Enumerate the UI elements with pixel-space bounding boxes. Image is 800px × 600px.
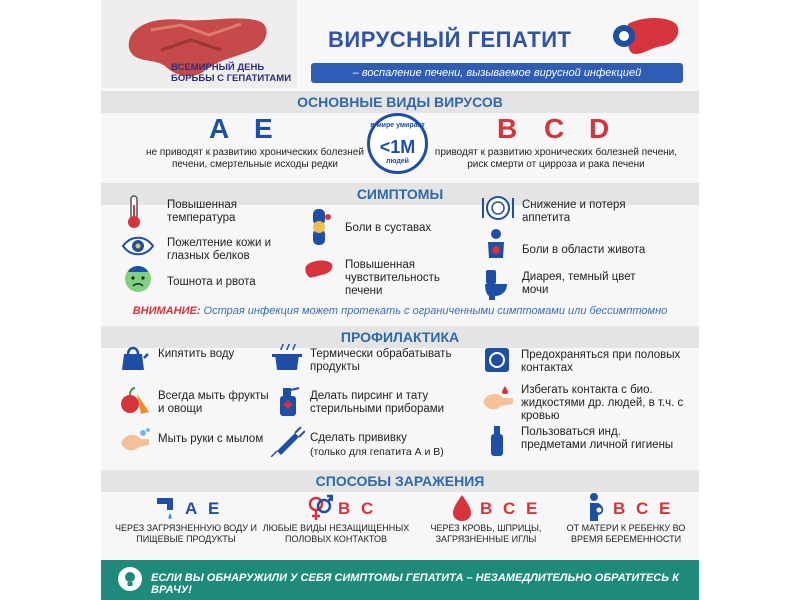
blood-hand-icon	[481, 384, 515, 414]
warning-text: Острая инфекция может протекать с ограниченными симптомами или бессимптомно	[203, 305, 668, 317]
liver-icon	[304, 258, 334, 280]
faucet-icon	[153, 494, 179, 520]
lightbulb-icon	[117, 566, 143, 592]
toilet-icon	[481, 268, 511, 302]
death-stat-value: <1M	[379, 137, 416, 157]
thermometer-icon	[126, 195, 142, 229]
section-title-routes: СПОСОБЫ ЗАРАЖЕНИЯ	[315, 473, 485, 489]
symptom-label-liver: Повышенная чувствительность печени	[345, 259, 440, 297]
types-right-desc: приводят к развитию хронических болезней печени, риск смерти от цирроза и рака печени	[434, 147, 678, 170]
route-label-blood: ЧЕРЕЗ КРОВЬ, ШПРИЦЫ, ЗАГРЯЗНЕННЫЕ ИГЛЫ	[430, 523, 542, 544]
death-stat-bottom: людей	[386, 158, 409, 165]
prevention-label-hygiene: Пользоваться инд. предметами личной гигиены	[521, 426, 674, 451]
pregnant-icon	[585, 492, 607, 522]
warning-line	[101, 305, 699, 317]
virus-letter-c: C	[544, 113, 565, 144]
hero-image	[101, 0, 297, 88]
warning-prefix: ВНИМАНИЕ:	[132, 305, 201, 317]
section-title-prevention: ПРОФИЛАКТИКА	[340, 329, 460, 345]
virus-letter-b: B	[497, 113, 518, 144]
pot-icon	[271, 342, 303, 372]
route-letters-water: А Е	[185, 499, 223, 518]
virus-letter-d: D	[589, 113, 610, 144]
kettle-icon	[119, 342, 149, 372]
subtitle-band: – воспаление печени, вызываемое вирусной инфекцией	[311, 63, 683, 83]
symptom-label-appetite: Снижение и потеря аппетита	[522, 199, 626, 224]
eye-icon	[121, 235, 155, 257]
route-label-sexual: ЛЮБЫЕ ВИДЫ НЕЗАЩИЩЕННЫХ ПОЛОВЫХ КОНТАКТОВ	[262, 523, 410, 544]
footer-text: ЕСЛИ ВЫ ОБНАРУЖИЛИ У СЕБЯ СИМПТОМЫ ГЕПАТИТА – НЕЗАМЕДЛИТЕЛЬНО ОБРАТИТЕСЬ К ВРАЧУ!	[151, 572, 679, 596]
symptom-label-diarrhea: Диарея, темный цвет мочи	[522, 271, 636, 296]
page-title: ВИРУСНЫЙ ГЕПАТИТ	[328, 27, 572, 52]
section-title-types: ОСНОВНЫЕ ВИДЫ ВИРУСОВ	[297, 94, 503, 110]
prevention-label-cook: Термически обрабатывать продукты	[310, 348, 452, 373]
symptom-label-abdominal-pain: Боли в области живота	[522, 244, 646, 256]
plate-icon	[481, 195, 515, 221]
prevention-label-sterile-tools: Делать пирсинг и тату стерильными приборами	[310, 390, 445, 415]
prevention-label-boil: Кипятить воду	[158, 348, 235, 360]
types-left-desc: не приводят к развитию хронических болезней печени, смертельные исходы редки	[146, 147, 364, 170]
section-title-symptoms: СИМПТОМЫ	[356, 186, 444, 202]
blood-drop-icon	[451, 494, 473, 522]
spray-bottle-icon	[273, 384, 303, 418]
symptom-label-fever: Повышенная температура	[167, 199, 237, 224]
prevention-label-vaccine-note: (только для гепатита А и В)	[310, 446, 444, 458]
route-label-water: ЧЕРЕЗ ЗАГРЯЗНЕННУЮ ВОДУ И ПИЩЕВЫЕ ПРОДУКТЫ	[114, 523, 257, 544]
liver-virus-icon	[606, 14, 681, 58]
virus-letter-a: A	[209, 113, 230, 144]
prevention-label-protection: Предохраняться при половых контактах	[521, 349, 681, 374]
prevention-label-wash-hands: Мыть руки с мылом	[158, 433, 264, 445]
infographic-poster	[101, 0, 699, 600]
syringe-icon	[271, 427, 305, 457]
prevention-label-vaccine: Сделать прививку	[310, 432, 407, 444]
death-stat-circle	[367, 113, 428, 174]
virus-letter-e: E	[254, 113, 273, 144]
condom-icon	[483, 346, 511, 374]
prevention-label-avoid-fluids: Избегать контакта с био. жидкостями др. людей, в т.ч. с кровью	[521, 384, 684, 422]
nausea-face-icon	[123, 264, 153, 296]
prevention-label-wash-food: Всегда мыть фрукты и овощи	[158, 390, 269, 415]
hygiene-icon	[485, 424, 509, 458]
gender-icon	[307, 494, 333, 522]
death-stat-top: в мире умирает	[370, 122, 425, 129]
symptom-label-joint-pain: Боли в суставах	[345, 222, 432, 234]
hero-caption: ВСЕМИРНЫЙ ДЕНЬ БОРЬБЫ С ГЕПАТИТАМИ	[171, 62, 292, 84]
route-letters-mother: В С Е	[613, 499, 674, 518]
hand-wash-icon	[119, 427, 151, 455]
fruits-icon	[119, 384, 151, 416]
route-label-mother: ОТ МАТЕРИ К РЕБЕНКУ ВО ВРЕМЯ БЕРЕМЕННОСТИ	[566, 523, 686, 544]
joint-icon	[304, 207, 334, 247]
symptom-label-jaundice: Пожелтение кожи и глазных белков	[167, 237, 272, 262]
stomach-pain-icon	[481, 228, 511, 264]
route-letters-sexual: В С	[338, 499, 377, 518]
route-letters-blood: В С Е	[480, 499, 541, 518]
symptom-label-nausea: Тошнота и рвота	[167, 276, 256, 288]
